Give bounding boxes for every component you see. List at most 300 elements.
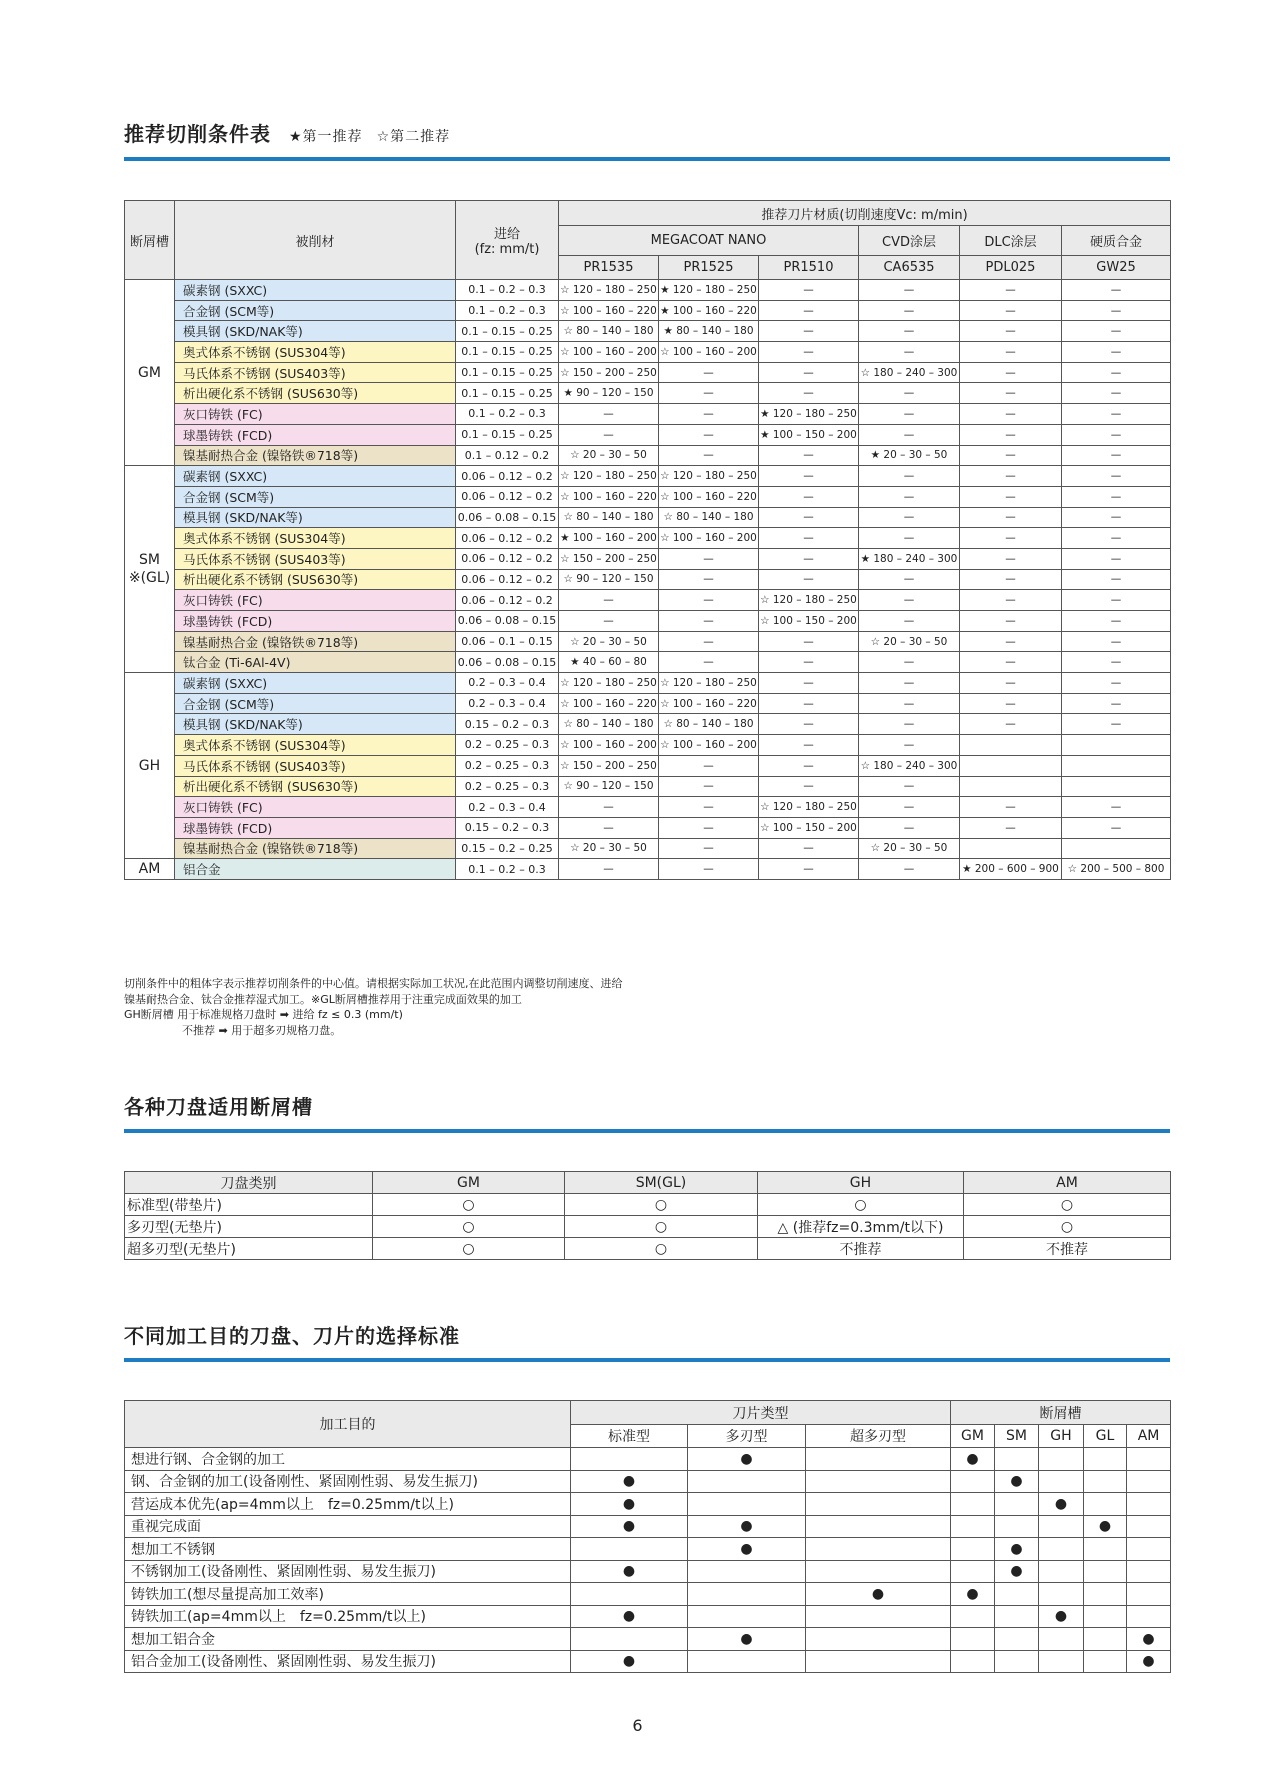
speed-cell: ☆ 20 – 30 – 50 — [859, 838, 960, 859]
material-cell: 奥式体系不锈钢 (SUS304等) — [175, 735, 456, 756]
selection-mark-cell — [1127, 1448, 1171, 1471]
chipbreaker-group-cell: SM ※(GL) — [125, 466, 175, 673]
selection-mark-cell: ● — [688, 1448, 806, 1471]
selection-mark-cell — [951, 1560, 995, 1583]
selection-mark-cell — [1127, 1515, 1171, 1538]
feed-cell: 0.2 – 0.25 – 0.3 — [456, 735, 559, 756]
selection-mark-cell — [688, 1470, 806, 1493]
speed-cell: — — [659, 631, 759, 652]
selection-mark-cell: ● — [951, 1583, 995, 1606]
speed-cell: ☆ 20 – 30 – 50 — [559, 445, 659, 466]
speed-cell: — — [960, 321, 1062, 342]
compat-cell: △ (推荐fz=0.3mm/t以下) — [758, 1216, 964, 1238]
speed-cell: — — [659, 424, 759, 445]
speed-cell: — — [759, 776, 859, 797]
speed-cell: — — [1062, 424, 1171, 445]
compat-cell: ○ — [565, 1238, 758, 1260]
compat-cell: ○ — [373, 1238, 565, 1260]
note-line: 镍基耐热合金、钛合金推荐湿式加工。※GL断屑槽推荐用于注重完成面效果的加工 — [124, 992, 522, 1006]
selection-mark-cell — [806, 1650, 951, 1673]
feed-cell: 0.1 – 0.15 – 0.25 — [456, 424, 559, 445]
feed-cell: 0.1 – 0.2 – 0.3 — [456, 859, 559, 880]
table-row — [125, 1605, 1171, 1628]
selection-mark-cell — [1084, 1493, 1127, 1516]
speed-cell: — — [559, 859, 659, 880]
speed-cell: — — [859, 424, 960, 445]
table-row — [125, 838, 1171, 859]
table-row — [125, 652, 1171, 673]
material-cell: 析出硬化系不锈钢 (SUS630等) — [175, 776, 456, 797]
header-chipbreaker-group: 断屑槽 — [951, 1401, 1171, 1425]
feed-cell: 0.06 – 0.12 – 0.2 — [456, 548, 559, 569]
feed-cell: 0.1 – 0.2 – 0.3 — [456, 300, 559, 321]
speed-cell: — — [759, 735, 859, 756]
table-row — [125, 445, 1171, 466]
speed-cell: — — [659, 362, 759, 383]
feed-cell: 0.06 – 0.12 – 0.2 — [456, 466, 559, 487]
purpose-cell: 想加工不锈钢 — [125, 1538, 571, 1561]
speed-cell: — — [1062, 590, 1171, 611]
speed-cell: — — [859, 797, 960, 818]
speed-cell: — — [659, 817, 759, 838]
cutting-conditions-table — [124, 200, 1171, 880]
speed-cell: — — [859, 404, 960, 425]
selection-mark-cell — [806, 1448, 951, 1471]
feed-cell: 0.1 – 0.15 – 0.25 — [456, 321, 559, 342]
section-3-title: 不同加工目的刀盘、刀片的选择标准 — [124, 1324, 460, 1348]
note-line: 切削条件中的粗体字表示推荐切削条件的中心值。请根据实际加工状况,在此范围内调整切削速度、进给 — [124, 977, 623, 990]
material-cell: 镍基耐热合金 (镍铬铁®718等) — [175, 445, 456, 466]
feed-cell: 0.06 – 0.12 – 0.2 — [456, 486, 559, 507]
subheader: 超多刃型 — [806, 1425, 951, 1448]
speed-cell: ☆ 20 – 30 – 50 — [859, 631, 960, 652]
speed-cell: — — [759, 528, 859, 549]
table-row — [125, 1583, 1171, 1606]
selection-mark-cell — [1039, 1650, 1084, 1673]
header-cvd: CVD涂层 — [859, 226, 960, 256]
table-row — [125, 693, 1171, 714]
selection-mark-cell — [951, 1470, 995, 1493]
section-3-rule — [124, 1358, 1170, 1362]
speed-cell: — — [759, 383, 859, 404]
selection-mark-cell: ● — [1039, 1493, 1084, 1516]
selection-mark-cell — [806, 1538, 951, 1561]
selection-mark-cell — [1127, 1493, 1171, 1516]
table-row — [125, 1493, 1171, 1516]
speed-cell: ★ 200 – 600 – 900 — [960, 859, 1062, 880]
speed-cell: — — [859, 300, 960, 321]
speed-cell: ☆ 120 – 180 – 250 — [759, 590, 859, 611]
speed-cell: — — [1062, 404, 1171, 425]
speed-cell: — — [960, 383, 1062, 404]
speed-cell: ★ 90 – 120 – 150 — [559, 383, 659, 404]
feed-cell: 0.1 – 0.15 – 0.25 — [456, 362, 559, 383]
purpose-cell: 营运成本优先(ap=4mm以上 fz=0.25mm/t以上) — [125, 1493, 571, 1516]
selection-mark-cell — [571, 1448, 688, 1471]
speed-cell: ★ 80 – 140 – 180 — [659, 321, 759, 342]
speed-cell: — — [1062, 817, 1171, 838]
speed-cell: ☆ 80 – 140 – 180 — [659, 714, 759, 735]
header-insert-type: 刀片类型 — [571, 1401, 951, 1425]
selection-mark-cell: ● — [995, 1560, 1039, 1583]
table-row — [125, 776, 1171, 797]
selection-mark-cell: ● — [951, 1448, 995, 1471]
material-cell: 奥式体系不锈钢 (SUS304等) — [175, 342, 456, 363]
purpose-cell: 铝合金加工(设备刚性、紧固刚性弱、易发生振刀) — [125, 1650, 571, 1673]
speed-cell: — — [859, 383, 960, 404]
selection-mark-cell — [995, 1448, 1039, 1471]
feed-cell: 0.1 – 0.15 – 0.25 — [456, 342, 559, 363]
speed-cell: — — [759, 631, 859, 652]
speed-cell: — — [960, 528, 1062, 549]
speed-cell: — — [659, 569, 759, 590]
cutter-type-cell: 多刃型(无垫片) — [125, 1216, 373, 1238]
speed-cell: — — [759, 714, 859, 735]
grade-header: GW25 — [1062, 256, 1171, 280]
selection-mark-cell — [951, 1628, 995, 1651]
speed-cell: — — [960, 652, 1062, 673]
material-cell: 镍基耐热合金 (镍铬铁®718等) — [175, 631, 456, 652]
compat-cell: 不推荐 — [758, 1238, 964, 1260]
selection-mark-cell: ● — [571, 1470, 688, 1493]
speed-cell: ☆ 100 – 160 – 220 — [659, 693, 759, 714]
speed-cell: — — [960, 611, 1062, 632]
compat-cell: ○ — [964, 1194, 1171, 1216]
speed-cell: — — [859, 611, 960, 632]
speed-cell: — — [1062, 797, 1171, 818]
speed-cell: — — [759, 673, 859, 694]
speed-cell: ☆ 100 – 160 – 200 — [559, 342, 659, 363]
table-row — [125, 817, 1171, 838]
selection-mark-cell — [571, 1583, 688, 1606]
table-row — [125, 1448, 1171, 1471]
note-line: 不推荐 ➡ 用于超多刃规格刀盘。 — [182, 1023, 342, 1037]
speed-cell — [1062, 838, 1171, 859]
table-row — [125, 424, 1171, 445]
selection-mark-cell — [1127, 1538, 1171, 1561]
table-row — [125, 1650, 1171, 1673]
table-row — [125, 569, 1171, 590]
feed-cell: 0.15 – 0.2 – 0.25 — [456, 838, 559, 859]
feed-cell: 0.15 – 0.2 – 0.3 — [456, 817, 559, 838]
speed-cell: — — [960, 714, 1062, 735]
header-carbide: 硬质合金 — [1062, 226, 1171, 256]
section-1-title-text: 推荐切削条件表 — [124, 122, 271, 146]
selection-mark-cell — [1084, 1560, 1127, 1583]
selection-mark-cell: ● — [1039, 1605, 1084, 1628]
selection-mark-cell — [995, 1515, 1039, 1538]
selection-mark-cell — [1084, 1470, 1127, 1493]
speed-cell: — — [659, 838, 759, 859]
table-notes — [124, 976, 824, 1038]
compat-cell: ○ — [565, 1194, 758, 1216]
speed-cell: — — [659, 548, 759, 569]
speed-cell: — — [759, 859, 859, 880]
selection-mark-cell: ● — [1127, 1628, 1171, 1651]
speed-cell: — — [759, 755, 859, 776]
speed-cell: — — [559, 611, 659, 632]
speed-cell: — — [1062, 466, 1171, 487]
speed-cell: — — [1062, 528, 1171, 549]
speed-cell: ☆ 80 – 140 – 180 — [659, 507, 759, 528]
selection-mark-cell: ● — [571, 1650, 688, 1673]
material-cell: 灰口铸铁 (FC) — [175, 404, 456, 425]
speed-cell: — — [759, 362, 859, 383]
header-feed-line2: (fz: mm/t) — [474, 242, 540, 257]
speed-cell: ☆ 100 – 150 – 200 — [759, 611, 859, 632]
table-row — [125, 755, 1171, 776]
speed-cell: — — [960, 466, 1062, 487]
speed-cell: — — [859, 776, 960, 797]
feed-cell: 0.1 – 0.2 – 0.3 — [456, 280, 559, 301]
header-feed-line1: 进给 — [493, 227, 520, 242]
speed-cell: ☆ 120 – 180 – 250 — [559, 280, 659, 301]
subheader: GH — [1039, 1425, 1084, 1448]
speed-cell: — — [759, 652, 859, 673]
compat-cell: ○ — [565, 1216, 758, 1238]
feed-cell: 0.06 – 0.08 – 0.15 — [456, 652, 559, 673]
speed-cell: ☆ 180 – 240 – 300 — [859, 362, 960, 383]
selection-mark-cell — [1039, 1628, 1084, 1651]
speed-cell: — — [759, 693, 859, 714]
speed-cell: — — [859, 342, 960, 363]
speed-cell: ★ 100 – 160 – 200 — [559, 528, 659, 549]
speed-cell — [960, 755, 1062, 776]
selection-mark-cell — [571, 1628, 688, 1651]
selection-mark-cell — [688, 1560, 806, 1583]
table-row — [125, 1560, 1171, 1583]
speed-cell: — — [659, 755, 759, 776]
grade-header: PDL025 — [960, 256, 1062, 280]
cutter-chipbreaker-table — [124, 1171, 1171, 1260]
selection-mark-cell — [1084, 1538, 1127, 1561]
selection-mark-cell — [806, 1628, 951, 1651]
table-row — [125, 548, 1171, 569]
selection-mark-cell: ● — [995, 1470, 1039, 1493]
selection-mark-cell — [688, 1650, 806, 1673]
selection-mark-cell — [951, 1515, 995, 1538]
subheader: AM — [1127, 1425, 1171, 1448]
grade-header: PR1510 — [759, 256, 859, 280]
speed-cell: — — [859, 569, 960, 590]
feed-cell: 0.06 – 0.08 – 0.15 — [456, 507, 559, 528]
cutter-type-cell: 标准型(带垫片) — [125, 1194, 373, 1216]
speed-cell: — — [1062, 693, 1171, 714]
speed-cell: — — [759, 445, 859, 466]
selection-mark-cell — [806, 1470, 951, 1493]
speed-cell: — — [759, 280, 859, 301]
speed-cell: ☆ 120 – 180 – 250 — [559, 673, 659, 694]
selection-mark-cell — [1084, 1605, 1127, 1628]
selection-mark-cell — [688, 1583, 806, 1606]
speed-cell: — — [659, 652, 759, 673]
selection-mark-cell — [806, 1493, 951, 1516]
table-row — [125, 528, 1171, 549]
speed-cell: — — [1062, 507, 1171, 528]
speed-cell: ☆ 100 – 160 – 200 — [559, 735, 659, 756]
speed-cell: — — [1062, 321, 1171, 342]
speed-cell: ★ 100 – 150 – 200 — [759, 424, 859, 445]
header-material: 被削材 — [175, 201, 456, 280]
speed-cell: — — [659, 859, 759, 880]
column-header: 刀盘类别 — [125, 1172, 373, 1194]
selection-mark-cell: ● — [1127, 1650, 1171, 1673]
speed-cell: — — [960, 507, 1062, 528]
speed-cell: — — [1062, 342, 1171, 363]
column-header: SM(GL) — [565, 1172, 758, 1194]
material-cell: 析出硬化系不锈钢 (SUS630等) — [175, 383, 456, 404]
speed-cell: — — [1062, 548, 1171, 569]
section-3-header — [124, 1320, 1170, 1349]
speed-cell: — — [559, 424, 659, 445]
note-line: GH断屑槽 用于标准规格刀盘时 ➡ 进给 fz ≤ 0.3 (mm/t) — [124, 1008, 403, 1021]
feed-cell: 0.06 – 0.12 – 0.2 — [456, 590, 559, 611]
table-row — [125, 714, 1171, 735]
subheader: 多刃型 — [688, 1425, 806, 1448]
material-cell: 马氏体系不锈钢 (SUS403等) — [175, 755, 456, 776]
speed-cell: — — [1062, 652, 1171, 673]
column-header: GM — [373, 1172, 565, 1194]
speed-cell: — — [559, 797, 659, 818]
speed-cell: — — [559, 404, 659, 425]
selection-mark-cell — [951, 1650, 995, 1673]
material-cell: 球墨铸铁 (FCD) — [175, 611, 456, 632]
feed-cell: 0.2 – 0.3 – 0.4 — [456, 797, 559, 818]
speed-cell: ☆ 120 – 180 – 250 — [659, 466, 759, 487]
feed-cell: 0.06 – 0.12 – 0.2 — [456, 569, 559, 590]
feed-cell: 0.06 – 0.1 – 0.15 — [456, 631, 559, 652]
speed-cell — [1062, 755, 1171, 776]
column-header: GH — [758, 1172, 964, 1194]
speed-cell: ☆ 100 – 150 – 200 — [759, 817, 859, 838]
selection-mark-cell — [1127, 1470, 1171, 1493]
section-1-header — [124, 118, 1170, 147]
speed-cell: — — [960, 342, 1062, 363]
table-row — [125, 1470, 1171, 1493]
selection-mark-cell: ● — [806, 1583, 951, 1606]
compat-cell: 不推荐 — [964, 1238, 1171, 1260]
table-row — [125, 1515, 1171, 1538]
speed-cell: — — [1062, 300, 1171, 321]
speed-cell: — — [559, 590, 659, 611]
speed-cell — [1062, 776, 1171, 797]
speed-cell: — — [859, 859, 960, 880]
compat-cell: ○ — [758, 1194, 964, 1216]
speed-cell: — — [859, 652, 960, 673]
feed-cell: 0.06 – 0.12 – 0.2 — [456, 528, 559, 549]
table-row — [125, 280, 1171, 301]
table-header-row — [125, 1172, 1171, 1194]
header-dlc: DLC涂层 — [960, 226, 1062, 256]
speed-cell: ☆ 80 – 140 – 180 — [559, 321, 659, 342]
material-cell: 碳素钢 (SXXC) — [175, 466, 456, 487]
feed-cell: 0.2 – 0.25 – 0.3 — [456, 776, 559, 797]
speed-cell: — — [759, 321, 859, 342]
table-row — [125, 1238, 1171, 1260]
speed-cell: — — [659, 383, 759, 404]
table-row — [125, 321, 1171, 342]
material-cell: 球墨铸铁 (FCD) — [175, 817, 456, 838]
purpose-cell: 想加工铝合金 — [125, 1628, 571, 1651]
material-cell: 球墨铸铁 (FCD) — [175, 424, 456, 445]
section-2-title: 各种刀盘适用断屑槽 — [124, 1095, 313, 1119]
speed-cell: ☆ 200 – 500 – 800 — [1062, 859, 1171, 880]
compat-cell: ○ — [373, 1216, 565, 1238]
material-cell: 钛合金 (Ti-6Al-4V) — [175, 652, 456, 673]
material-cell: 镍基耐热合金 (镍铬铁®718等) — [175, 838, 456, 859]
speed-cell: — — [859, 817, 960, 838]
selection-mark-cell: ● — [571, 1515, 688, 1538]
material-cell: 碳素钢 (SXXC) — [175, 280, 456, 301]
header-feed — [456, 201, 559, 280]
table-row — [125, 342, 1171, 363]
feed-cell: 0.1 – 0.15 – 0.25 — [456, 383, 559, 404]
grade-header: PR1535 — [559, 256, 659, 280]
speed-cell: ☆ 150 – 200 – 250 — [559, 755, 659, 776]
selection-mark-cell — [1039, 1448, 1084, 1471]
purpose-cell: 钢、合金钢的加工(设备刚性、紧固刚性弱、易发生振刀) — [125, 1470, 571, 1493]
page-number: 6 — [632, 1716, 643, 1735]
feed-cell: 0.2 – 0.25 – 0.3 — [456, 755, 559, 776]
table-row — [125, 673, 1171, 694]
header-megacoat: MEGACOAT NANO — [559, 226, 859, 256]
speed-cell: — — [759, 342, 859, 363]
selection-mark-cell: ● — [995, 1538, 1039, 1561]
material-cell: 模具钢 (SKD/NAK等) — [175, 714, 456, 735]
feed-cell: 0.2 – 0.3 – 0.4 — [456, 673, 559, 694]
selection-mark-cell — [1127, 1583, 1171, 1606]
selection-mark-cell — [688, 1493, 806, 1516]
material-cell: 铝合金 — [175, 859, 456, 880]
speed-cell: — — [960, 569, 1062, 590]
speed-cell: — — [1062, 280, 1171, 301]
chipbreaker-group-cell: AM — [125, 859, 175, 880]
selection-mark-cell — [1127, 1605, 1171, 1628]
compat-cell: ○ — [373, 1194, 565, 1216]
speed-cell: ☆ 20 – 30 – 50 — [559, 838, 659, 859]
table-row — [125, 735, 1171, 756]
speed-cell: — — [659, 404, 759, 425]
speed-cell: — — [1062, 611, 1171, 632]
speed-cell: ☆ 100 – 160 – 220 — [559, 300, 659, 321]
speed-cell: — — [960, 590, 1062, 611]
speed-cell: ☆ 90 – 120 – 150 — [559, 569, 659, 590]
speed-cell: — — [659, 797, 759, 818]
table-row — [125, 1194, 1171, 1216]
table-row — [125, 507, 1171, 528]
speed-cell: ☆ 100 – 160 – 200 — [659, 342, 759, 363]
speed-cell: — — [759, 507, 859, 528]
material-cell: 合金钢 (SCM等) — [175, 693, 456, 714]
selection-mark-cell — [688, 1605, 806, 1628]
speed-cell: ☆ 100 – 160 – 200 — [659, 735, 759, 756]
selection-mark-cell — [995, 1650, 1039, 1673]
speed-cell: — — [859, 507, 960, 528]
speed-cell: — — [960, 548, 1062, 569]
speed-cell: ☆ 120 – 180 – 250 — [559, 466, 659, 487]
speed-cell: — — [1062, 714, 1171, 735]
header-chipbreaker: 断屑槽 — [125, 201, 175, 280]
material-cell: 灰口铸铁 (FC) — [175, 797, 456, 818]
compat-cell: ○ — [964, 1216, 1171, 1238]
table-row — [125, 1628, 1171, 1651]
subheader: SM — [995, 1425, 1039, 1448]
speed-cell: ★ 180 – 240 – 300 — [859, 548, 960, 569]
speed-cell: ☆ 100 – 160 – 220 — [659, 486, 759, 507]
table-row — [125, 797, 1171, 818]
selection-mark-cell — [951, 1493, 995, 1516]
speed-cell: ☆ 120 – 180 – 250 — [659, 673, 759, 694]
